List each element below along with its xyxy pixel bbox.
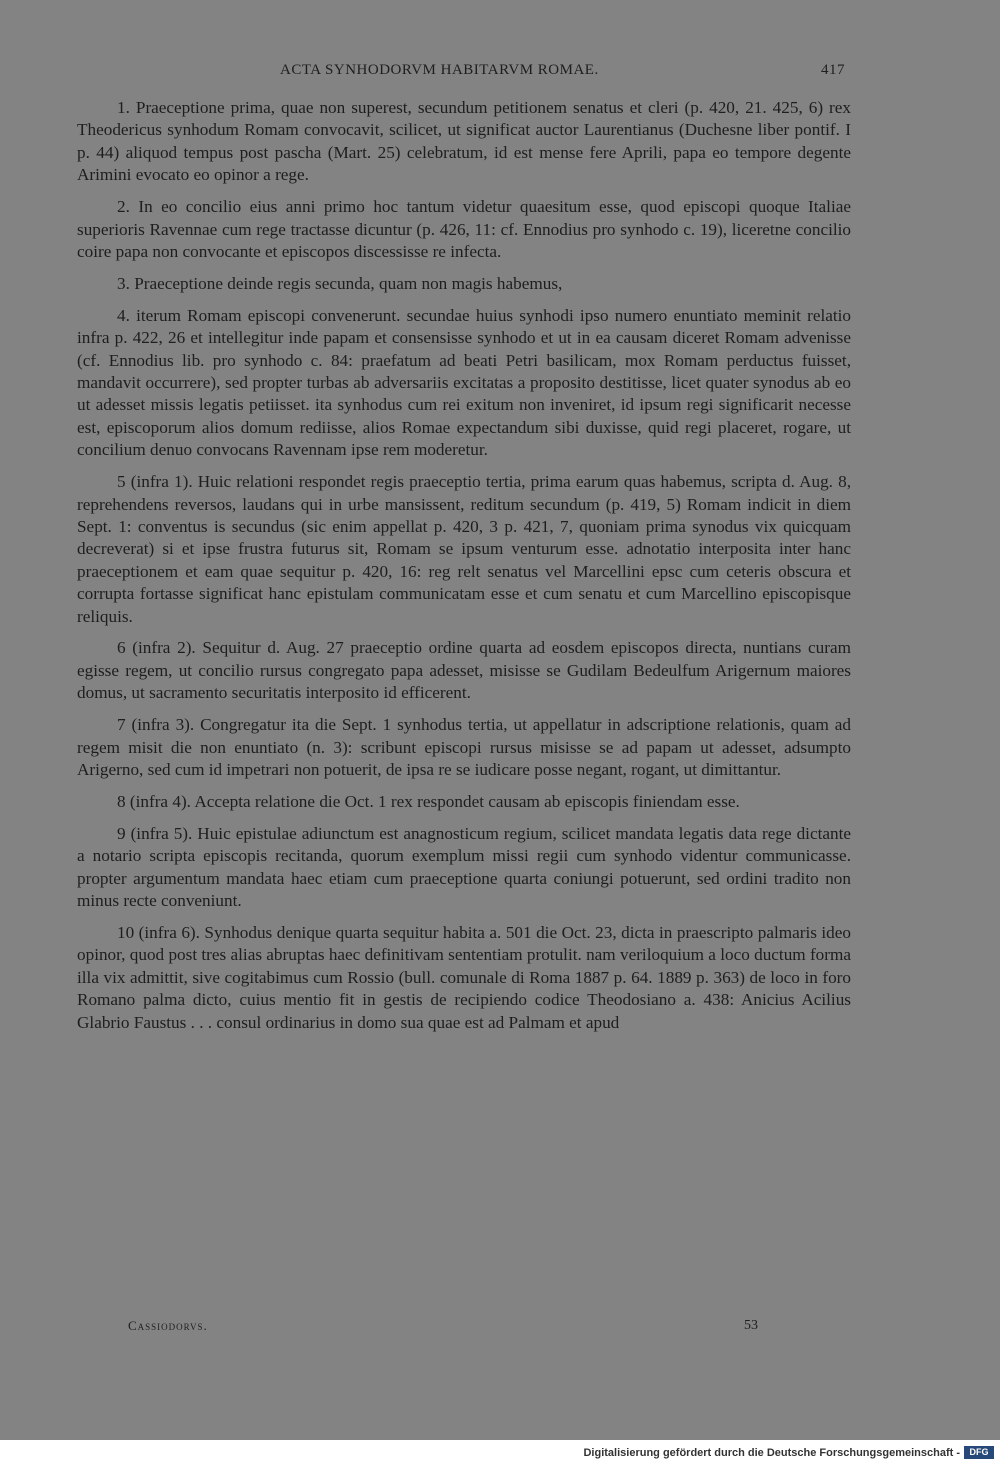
paragraph-6: 6 (infra 2). Sequitur d. Aug. 27 praeceptio ordine quarta ad eosdem episcopos directa, nuntians curam egisse regem, ut concilio rursus congregato papa adesset, misisse se Gudilam Bedeulfum Arigernum maiores domus, ut sacramento securitatis interposito id efficerent.: [77, 638, 851, 703]
paragraph-9: 9 (infra 5). Huic epistulae adiunctum est anagnosticum regium, scilicet mandata legatis data rege dictante a notario scripta episcopis recitanda, quorum exemplum missi regii cum synhodo videntur communicasse. propter argumentum mandata haec etiam cum praeceptione quarta coniungi potuerunt, sed ordini tradito non minus recte conveniunt.: [77, 823, 851, 910]
dfg-logo-icon: DFG: [964, 1446, 994, 1459]
paragraph-8: 8 (infra 4). Accepta relatione die Oct. 1 rex respondet causam ab episcopis finiendam esse.: [117, 791, 740, 811]
paragraph-7: 7 (infra 3). Congregatur ita die Sept. 1 synhodus tertia, ut appellatur in adscriptione relationis, quam ad regem misit die non enuntiato (n. 3): scribunt episcopi rursus misisse se ad papam ut adesset, adsumpto Arigerno, sed cum id impetrari non potuerit, de ipsa re se iudicare posse negant, rogant, ut dimittantur.: [77, 715, 851, 779]
digitization-credit-bar: [0, 1440, 1000, 1465]
digitization-credit-text: Digitalisierung gefördert durch die Deutsche Forschungsgemeinschaft -: [583, 1447, 960, 1459]
paragraph-5: 5 (infra 1). Huic relationi respondet regis praeceptio tertia, prima earum quas habemus, scripta d. Aug. 8, reprehendens reversos, laudans qui in urbe mansissent, reditum secundum (p. 419, 5) Romam indicit in diem Sept. 1: conventus is secundus (sic enim appellat p. 420, 3 p. 421, 7, quoniam prima synodus vix quicquam decreverat) si et ipse frustra futurus sit, Romam se ipsum venturum esse. adnotatio interposita inter hanc praeceptionem et eam quae sequitur p. 420, 16: reg relt senatus vel Marcellini epsc cum ceteris obscura et corrupta fortasse significat hanc epistulam communicatam esse et cum senatu et cum Marcellino episcopisque reliquis.: [77, 472, 851, 626]
running-header: [280, 62, 845, 79]
running-title: ACTA SYNHODORVM HABITARVM ROMAE.: [280, 62, 599, 78]
page-footer: [128, 1318, 758, 1334]
body-text: [77, 97, 851, 1043]
page-number: 417: [821, 62, 845, 78]
paragraph-3: 3. Praeceptione deinde regis secunda, quam non magis habemus,: [117, 273, 563, 293]
paragraph-4: 4. iterum Romam episcopi convenerunt. secundae huius synhodi ipso numero enuntiato meminit relatio infra p. 422, 26 et intellegitur inde papam et consensisse synhodo et ut in ea causam diceret Romam advenisse (cf. Ennodius lib. pro synhodo c. 84: praefatum ad beati Petri basilicam, mox Romam perductus fuisset, mandavit occurrere), sed propter turbas ab adversariis excitatas a proposito destitisse, licet quater synodus ab eo ut adesset missis legatis petiisset. ita synhodus cum rei exitum non inveniret, id ipsum regi significarit necesse est, episcoporum alios domum rediisse, alios Romae expectandum sibi duxisse, quid regi placeret, rogare, ut concilium denuo convocans Ravennam ipse rem moderetur.: [77, 305, 851, 460]
printer-signature: Cassiodorvs.: [128, 1318, 208, 1333]
paragraph-1: 1. Praeceptione prima, quae non superest, secundum petitionem senatus et cleri (p. 420, 21. 425, 6) rex Theodericus synhodum Romam convocavit, scilicet, ut significat auctor Laurentianus (Duchesne liber pontif. I p. 44) aliquod tempus post pascha (Mart. 25) celebratum, id est mense fere Aprili, papa eo tempore degente Arimini evocato eo opinor a rege.: [77, 98, 851, 185]
paragraph-10: 10 (infra 6). Synhodus denique quarta sequitur habita a. 501 die Oct. 23, dicta in praescripto palmaris ideo opinor, quod post tres alias abruptas haec definitivam sententiam protulit. nam veriloquium a loco ductum forma illa vix admittit, sive cogitabimus cum Rossio (bull. comunale di Roma 1887 p. 64. 1889 p. 363) de loco in foro Romano palma dicto, cuius mentio fit in gestis de recipiendo codice Theodosiano a. 438: Anicius Acilius Glabrio Faustus . . . consul ordinarius in domo sua quae est ad Palmam et apud: [77, 922, 851, 1032]
gathering-number: 53: [744, 1318, 758, 1333]
paragraph-2: 2. In eo concilio eius anni primo hoc tantum videtur quaesitum esse, quod episcopi quoque Italiae superioris Ravennae cum rege tractasse dicuntur (p. 426, 11: cf. Ennodius pro synhodo c. 19), liceretne concilio coire papa non convocante et episcopos discessisse re infecta.: [77, 197, 851, 261]
